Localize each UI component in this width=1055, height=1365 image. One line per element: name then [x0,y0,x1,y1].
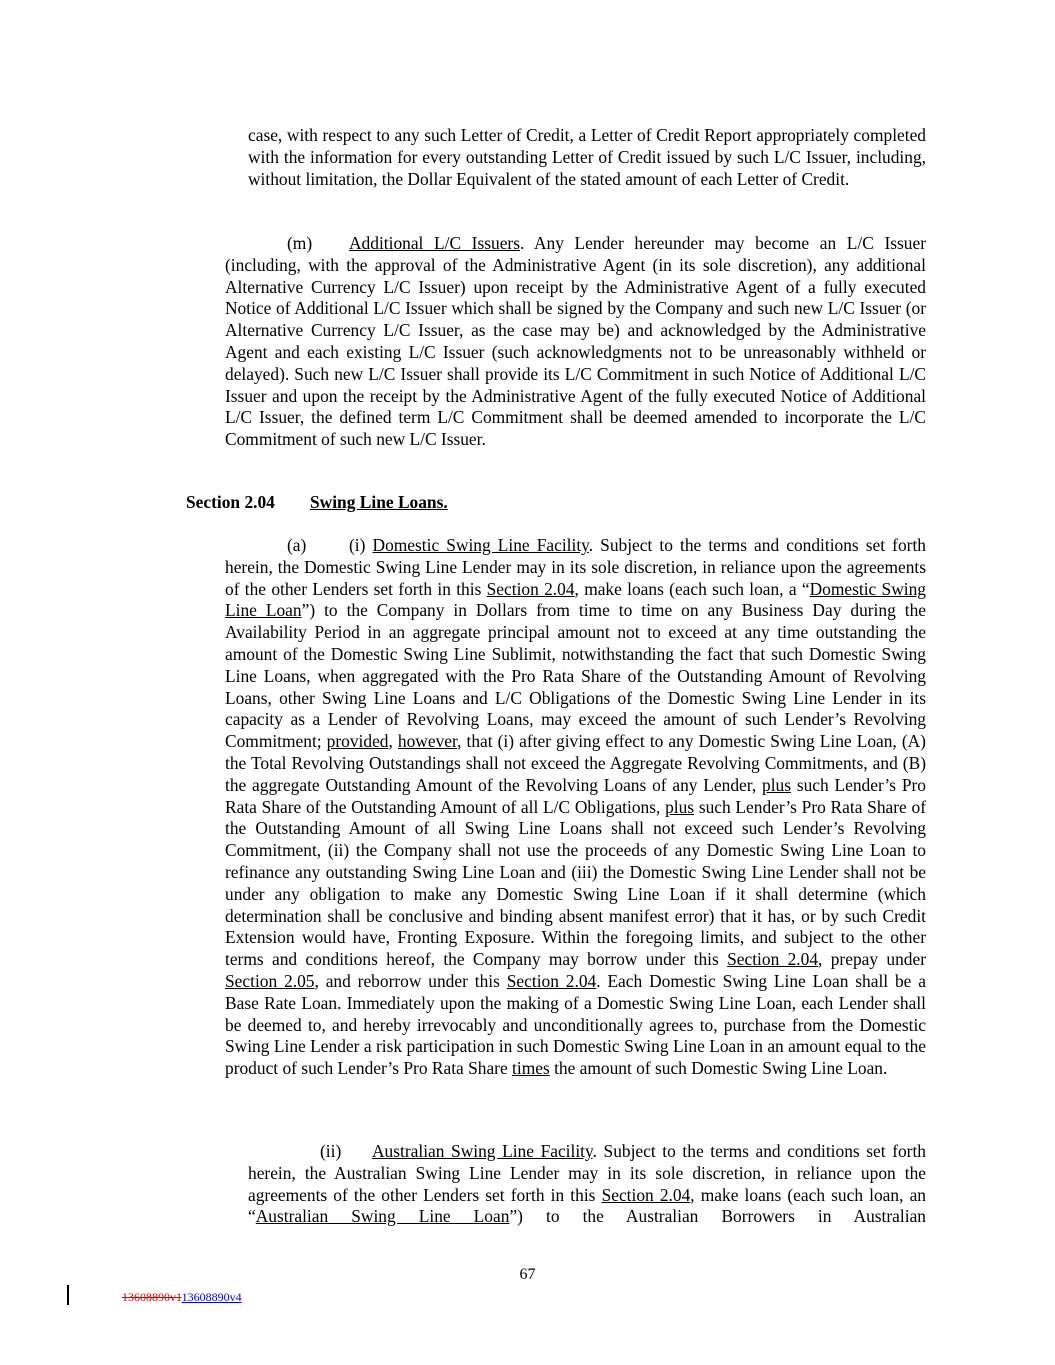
provided-term: provided [326,731,389,752]
para-a-text-3: ”) to the Company in Dollars from time to time on any Business Day during the Availability Period in an aggregate principal amount not to exceed at any time outstanding the amount of the Domestic Swing Line Sublimit, notwithstanding the fact that such Domestic Swing Line Loans, when aggregated with the Pro Rata Share of the Outstanding Amount of Revolving Loans, other Swing Line Loans and L/C Obligations of the Domestic Swing Line Lender in its capacity as a Lender of Revolving Loans, may exceed the amount of such Lender’s Revolving Commitment; [225,600,927,752]
section-ref: Section 2.05 [225,970,315,991]
inserted-doc-id: 13608890v4 [181,1290,242,1304]
para-m-label: (m) [287,233,313,253]
para-m-heading: Additional L/C Issuers [349,233,520,253]
deleted-doc-id: 13608890v1 [122,1290,182,1304]
para-ii-text-2: , make loans (each such loan, an “ [248,1184,926,1227]
section-title: Swing Line Loans. [310,492,448,512]
page-number: 67 [519,1266,536,1283]
para-ii-label: (ii) [320,1141,342,1161]
para-m-text: . Any Lender hereunder may become an L/C Issuer (including, with the approval of the Administrative Agent (in its sole discretion), any additional Alternative Currency L/C Issuer) upon receipt by the Administrative Agent of a fully executed Notice of Additional L/C Issuer which shall be signed by the Company and such new L/C Issuer (or Alternative Currency L/C Issuer, as the case may be) and acknowledged by the Administrative Agent and each existing L/C Issuer (such acknowledgments not to be unreasonably withheld or delayed). Such new L/C Issuer shall provide its L/C Commitment in such Notice of Additional L/C Issuer and upon the receipt by the Administrative Agent of the fully executed Notice of Additional L/C Issuer, the defined term L/C Commitment shall be deemed amended to incorporate the L/C Commitment of such new L/C Issuer. [225,233,926,450]
para-a-text-4: , that (i) after giving effect to any Domestic Swing Line Loan, (A) the Total Revolving Outstandings shall not exceed the Aggregate Revolving Commitments, and (B) the aggregate Outstanding Amount of the Revolving Loans of any Lender, [225,731,926,795]
para-a-text-6: such Lender’s Pro Rata Share of the Outstanding Amount of all Swing Line Loans shall not exceed such Lender’s Revolving Commitment, (ii) the Company shall not use the proceeds of any Domestic Swing Line Loan to refinance any outstanding Swing Line Loan and (iii) the Domestic Swing Line Lender shall not be under any obligation to make any Domestic Swing Line Loan if it shall determine (which determination shall be conclusive and binding absent manifest error) that it has, or by such Credit Extension would have, Fronting Exposure. Within the foregoing limits, and subject to the other terms and conditions hereof, the Company may borrow under this [225,796,926,970]
document-id-footer [122,1290,242,1305]
para-a-sublabel: (i) [349,535,366,555]
section-number: Section 2.04 [186,492,275,512]
para-a-text-2: , make loans (each such loan, a “ [574,578,810,599]
section-ref: Section 2.04 [506,970,597,991]
para-ii-heading: Australian Swing Line Facility [372,1141,593,1161]
change-bar [67,1285,69,1305]
para-a-text-7: , prepay under [818,949,926,970]
section-ref: Section 2.04 [601,1184,691,1205]
section-heading [186,492,448,514]
paragraph-ii [248,1141,926,1250]
para-ii-text-3: ”) to the Australian Borrowers in Australian [509,1206,926,1227]
paragraph-m [225,233,926,451]
para-a-text-1: . Subject to the terms and conditions set forth herein, the Domestic Swing Line Lender may in its sole discretion, in reliance upon the agreements of the other Lenders set forth in this [225,535,926,599]
plus-term: plus [762,774,792,795]
section-ref: Section 2.04 [727,949,819,970]
defined-term: Australian Swing Line Loan [255,1206,510,1227]
plus-term: plus [665,796,695,817]
para-ii-text-1: . Subject to the terms and conditions set forth herein, the Australian Swing Line Lender may in its sole discretion, in reliance upon the agreements of the other Lenders set forth in this [248,1141,926,1205]
however-term: however [397,731,458,752]
times-term: times [512,1058,550,1079]
para-a-label: (a) [287,535,307,555]
para-a-comma: , [388,731,398,752]
section-ref: Section 2.04 [486,578,575,599]
para-a-text-10: the amount of such Domestic Swing Line Loan. [549,1058,888,1079]
paragraph-l-continuation: case, with respect to any such Letter of Credit, a Letter of Credit Report appropriately completed with the information for every outstanding Letter of Credit issued by such L/C Issuer, including, without limitation, the Dollar Equivalent of the stated amount of each Letter of Credit. [248,125,926,189]
para-a-text-8: , and reborrow under this [314,970,507,991]
paragraph-a [225,535,926,1080]
para-a-text-5: such Lender’s Pro Rata Share of the Outstanding Amount of all L/C Obligations, [225,774,926,817]
para-a-text-9: . Each Domestic Swing Line Loan shall be a Base Rate Loan. Immediately upon the making of a Domestic Swing Line Loan, each Lender shall be deemed to, and hereby irrevocably and unconditionally agrees to, purchase from the Domestic Swing Line Lender a risk participation in such Domestic Swing Line Loan in an amount equal to the product of such Lender’s Pro Rata Share [225,970,926,1079]
para-a-heading: Domestic Swing Line Facility [372,535,589,555]
defined-term: Domestic Swing Line Loan [225,578,926,621]
